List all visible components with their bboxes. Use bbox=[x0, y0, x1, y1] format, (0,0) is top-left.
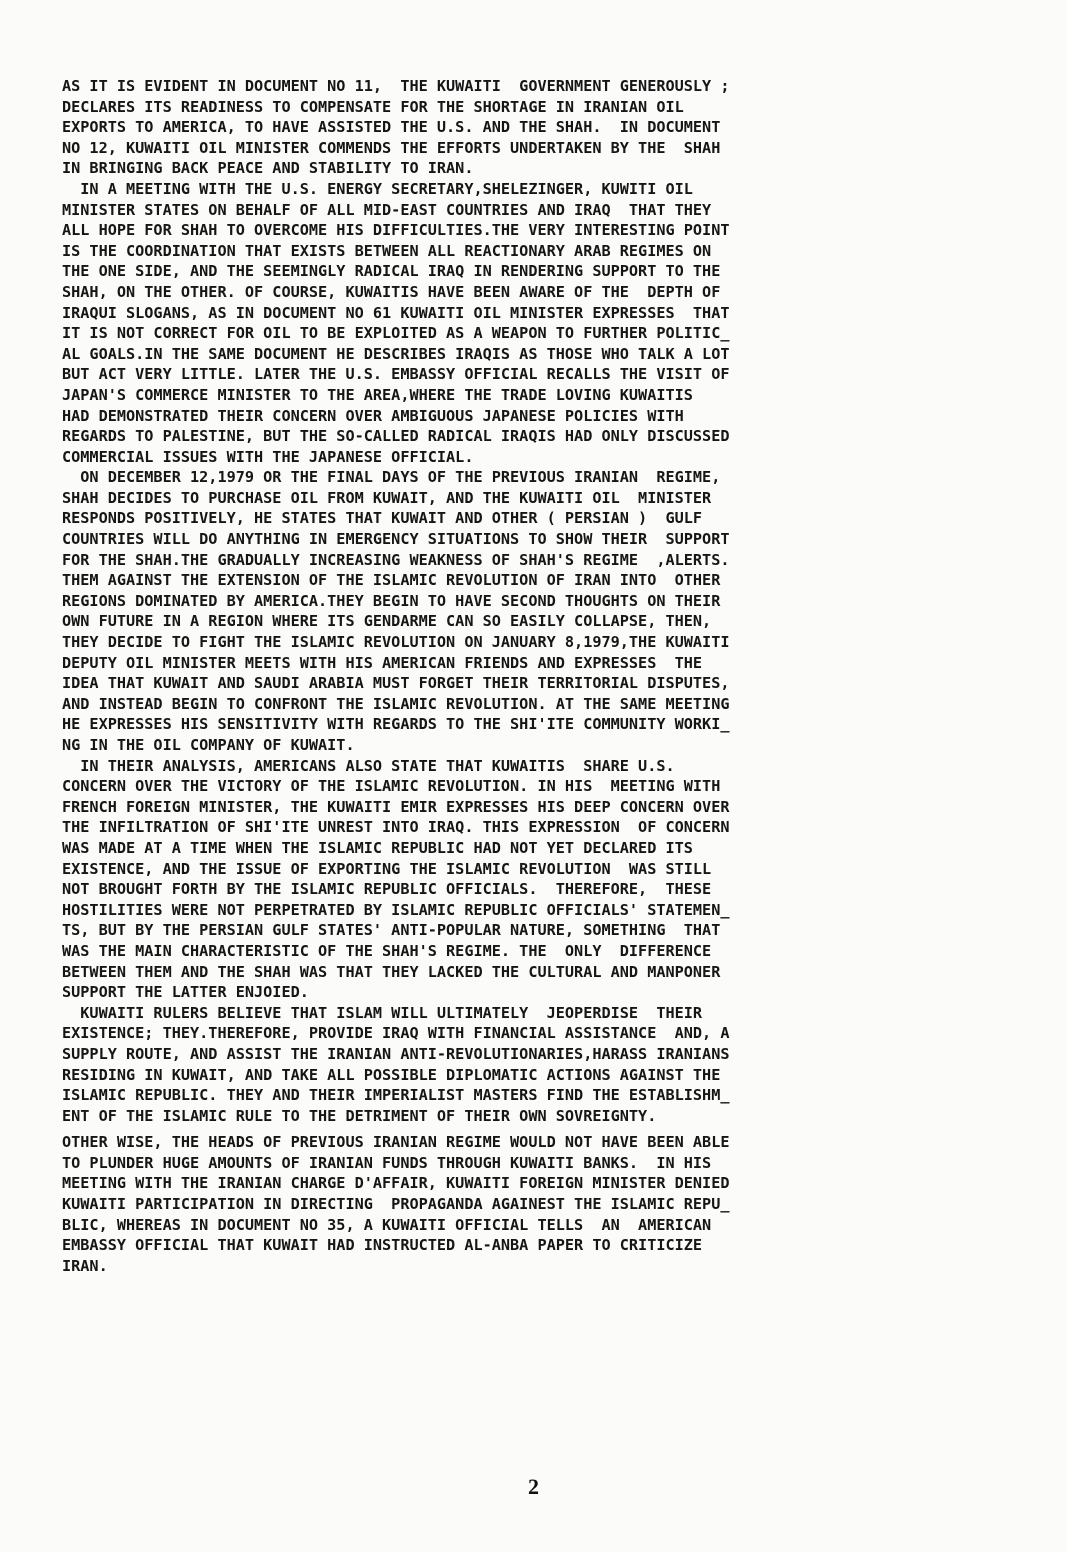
text-line: REGIONS DOMINATED BY AMERICA.THEY BEGIN TO HAVE SECOND THOUGHTS ON THEIR bbox=[62, 591, 721, 610]
text-line: FRENCH FOREIGN MINISTER, THE KUWAITI EMIR EXPRESSES HIS DEEP CONCERN OVER bbox=[62, 797, 730, 816]
text-line: DECLARES ITS READINESS TO COMPENSATE FOR THE SHORTAGE IN IRANIAN OIL bbox=[62, 97, 684, 116]
text-line: EMBASSY OFFICIAL THAT KUWAIT HAD INSTRUCTED AL-ANBA PAPER TO CRITICIZE bbox=[62, 1236, 703, 1255]
text-line: EXISTENCE, AND THE ISSUE OF EXPORTING THE ISLAMIC REVOLUTION WAS STILL bbox=[62, 859, 712, 878]
text-line: ISLAMIC REPUBLIC. THEY AND THEIR IMPERIALIST MASTERS FIND THE ESTABLISHM_ bbox=[62, 1086, 730, 1105]
text-line: SUPPORT THE LATTER ENJOIED. bbox=[62, 983, 309, 1002]
text-line: BLIC, WHEREAS IN DOCUMENT NO 35, A KUWAITI OFFICIAL TELLS AN AMERICAN bbox=[62, 1215, 712, 1234]
text-line: IRAQUI SLOGANS, AS IN DOCUMENT NO 61 KUWAITI OIL MINISTER EXPRESSES THAT bbox=[62, 303, 730, 322]
text-line: THE INFILTRATION OF SHI'ITE UNREST INTO IRAQ. THIS EXPRESSION OF CONCERN bbox=[62, 818, 730, 837]
text-line: BETWEEN THEM AND THE SHAH WAS THAT THEY LACKED THE CULTURAL AND MANPONER bbox=[62, 962, 721, 981]
text-line: IRAN. bbox=[62, 1256, 108, 1275]
text-line: IN BRINGING BACK PEACE AND STABILITY TO IRAN. bbox=[62, 159, 474, 178]
text-line: CONCERN OVER THE VICTORY OF THE ISLAMIC REVOLUTION. IN HIS MEETING WITH bbox=[62, 777, 721, 796]
text-line: IT IS NOT CORRECT FOR OIL TO BE EXPLOITED AS A WEAPON TO FURTHER POLITIC_ bbox=[62, 324, 730, 343]
text-line: REGARDS TO PALESTINE, BUT THE SO-CALLED RADICAL IRAQIS HAD ONLY DISCUSSED bbox=[62, 427, 730, 446]
text-line: NG IN THE OIL COMPANY OF KUWAIT. bbox=[62, 736, 355, 754]
text-line: AS IT IS EVIDENT IN DOCUMENT NO 11, THE KUWAITI GOVERNMENT GENEROUSLY ; bbox=[62, 77, 730, 95]
text-line: IN THEIR ANALYSIS, AMERICANS ALSO STATE THAT KUWAITIS SHARE U.S. bbox=[62, 756, 675, 775]
closing-text-section bbox=[62, 1132, 982, 1276]
text-line: ON DECEMBER 12,1979 OR THE FINAL DAYS OF THE PREVIOUS IRANIAN REGIME, bbox=[62, 468, 721, 487]
text-line: OWN FUTURE IN A REGION WHERE ITS GENDARME CAN SO EASILY COLLAPSE, THEN, bbox=[62, 612, 712, 631]
text-line: ALL HOPE FOR SHAH TO OVERCOME HIS DIFFICULTIES.THE VERY INTERESTING POINT bbox=[62, 221, 730, 240]
main-text-section bbox=[62, 76, 982, 1126]
text-line: RESIDING IN KUWAIT, AND TAKE ALL POSSIBLE DIPLOMATIC ACTIONS AGAINST THE bbox=[62, 1065, 721, 1084]
text-line: TS, BUT BY THE PERSIAN GULF STATES' ANTI-POPULAR NATURE, SOMETHING THAT bbox=[62, 921, 721, 940]
text-line: OTHER WISE, THE HEADS OF PREVIOUS IRANIAN REGIME WOULD NOT HAVE BEEN ABLE bbox=[62, 1133, 730, 1152]
text-line: EXISTENCE; THEY.THEREFORE, PROVIDE IRAQ WITH FINANCIAL ASSISTANCE AND, A bbox=[62, 1024, 730, 1043]
text-line: COMMERCIAL ISSUES WITH THE JAPANESE OFFICIAL. bbox=[62, 447, 474, 466]
document-body-text bbox=[62, 76, 982, 1276]
text-line: THEM AGAINST THE EXTENSION OF THE ISLAMIC REVOLUTION OF IRAN INTO OTHER bbox=[62, 571, 721, 590]
text-line: AL GOALS.IN THE SAME DOCUMENT HE DESCRIBES IRAQIS AS THOSE WHO TALK A LOT bbox=[62, 344, 730, 363]
text-line: JAPAN'S COMMERCE MINISTER TO THE AREA,WHERE THE TRADE LOVING KUWAITIS bbox=[62, 385, 693, 404]
text-line: HE EXPRESSES HIS SENSITIVITY WITH REGARDS TO THE SHI'ITE COMMUNITY WORKI_ bbox=[62, 715, 730, 734]
text-line: SUPPLY ROUTE, AND ASSIST THE IRANIAN ANTI-REVOLUTIONARIES,HARASS IRANIANS bbox=[62, 1044, 730, 1063]
text-line: HAD DEMONSTRATED THEIR CONCERN OVER AMBIGUOUS JAPANESE POLICIES WITH bbox=[62, 406, 684, 425]
text-line: KUWAITI RULERS BELIEVE THAT ISLAM WILL ULTIMATELY JEOPERDISE THEIR bbox=[62, 1003, 703, 1022]
text-line: RESPONDS POSITIVELY, HE STATES THAT KUWAIT AND OTHER ( PERSIAN ) GULF bbox=[62, 509, 703, 528]
page-number: 2 bbox=[528, 1474, 539, 1499]
text-line: WAS MADE AT A TIME WHEN THE ISLAMIC REPUBLIC HAD NOT YET DECLARED ITS bbox=[62, 838, 693, 857]
text-line: EXPORTS TO AMERICA, TO HAVE ASSISTED THE U.S. AND THE SHAH. IN DOCUMENT bbox=[62, 118, 721, 137]
text-line: DEPUTY OIL MINISTER MEETS WITH HIS AMERICAN FRIENDS AND EXPRESSES THE bbox=[62, 653, 703, 672]
text-line: HOSTILITIES WERE NOT PERPETRATED BY ISLAMIC REPUBLIC OFFICIALS' STATEMEN_ bbox=[62, 900, 730, 919]
text-line: THEY DECIDE TO FIGHT THE ISLAMIC REVOLUTION ON JANUARY 8,1979,THE KUWAITI bbox=[62, 633, 730, 652]
text-line: COUNTRIES WILL DO ANYTHING IN EMERGENCY SITUATIONS TO SHOW THEIR SUPPORT bbox=[62, 530, 730, 549]
text-line: IN A MEETING WITH THE U.S. ENERGY SECRETARY,SHELEZINGER, KUWITI OIL bbox=[62, 179, 693, 198]
text-line: FOR THE SHAH.THE GRADUALLY INCREASING WEAKNESS OF SHAH'S REGIME ,ALERTS. bbox=[62, 550, 730, 569]
text-line: AND INSTEAD BEGIN TO CONFRONT THE ISLAMIC REVOLUTION. AT THE SAME MEETING bbox=[62, 694, 730, 713]
text-line: MEETING WITH THE IRANIAN CHARGE D'AFFAIR, KUWAITI FOREIGN MINISTER DENIED bbox=[62, 1174, 730, 1193]
text-line: NOT BROUGHT FORTH BY THE ISLAMIC REPUBLIC OFFICIALS. THEREFORE, THESE bbox=[62, 880, 712, 899]
text-line: MINISTER STATES ON BEHALF OF ALL MID-EAST COUNTRIES AND IRAQ THAT THEY bbox=[62, 200, 712, 219]
text-line: BUT ACT VERY LITTLE. LATER THE U.S. EMBASSY OFFICIAL RECALLS THE VISIT OF bbox=[62, 365, 730, 384]
text-line: ENT OF THE ISLAMIC RULE TO THE DETRIMENT OF THEIR OWN SOVREIGNTY. bbox=[62, 1106, 657, 1125]
text-line: KUWAITI PARTICIPATION IN DIRECTING PROPAGANDA AGAINEST THE ISLAMIC REPU_ bbox=[62, 1195, 730, 1214]
text-line: SHAH DECIDES TO PURCHASE OIL FROM KUWAIT, AND THE KUWAITI OIL MINISTER bbox=[62, 488, 712, 507]
text-line: TO PLUNDER HUGE AMOUNTS OF IRANIAN FUNDS THROUGH KUWAITI BANKS. IN HIS bbox=[62, 1153, 712, 1172]
text-line: SHAH, ON THE OTHER. OF COURSE, KUWAITIS HAVE BEEN AWARE OF THE DEPTH OF bbox=[62, 282, 721, 301]
text-line: THE ONE SIDE, AND THE SEEMINGLY RADICAL IRAQ IN RENDERING SUPPORT TO THE bbox=[62, 262, 721, 281]
text-line: WAS THE MAIN CHARACTERISTIC OF THE SHAH'S REGIME. THE ONLY DIFFERENCE bbox=[62, 941, 712, 960]
text-line: NO 12, KUWAITI OIL MINISTER COMMENDS THE EFFORTS UNDERTAKEN BY THE SHAH bbox=[62, 138, 721, 157]
text-line: IDEA THAT KUWAIT AND SAUDI ARABIA MUST FORGET THEIR TERRITORIAL DISPUTES, bbox=[62, 674, 730, 693]
text-line: IS THE COORDINATION THAT EXISTS BETWEEN ALL REACTIONARY ARAB REGIMES ON bbox=[62, 241, 712, 260]
